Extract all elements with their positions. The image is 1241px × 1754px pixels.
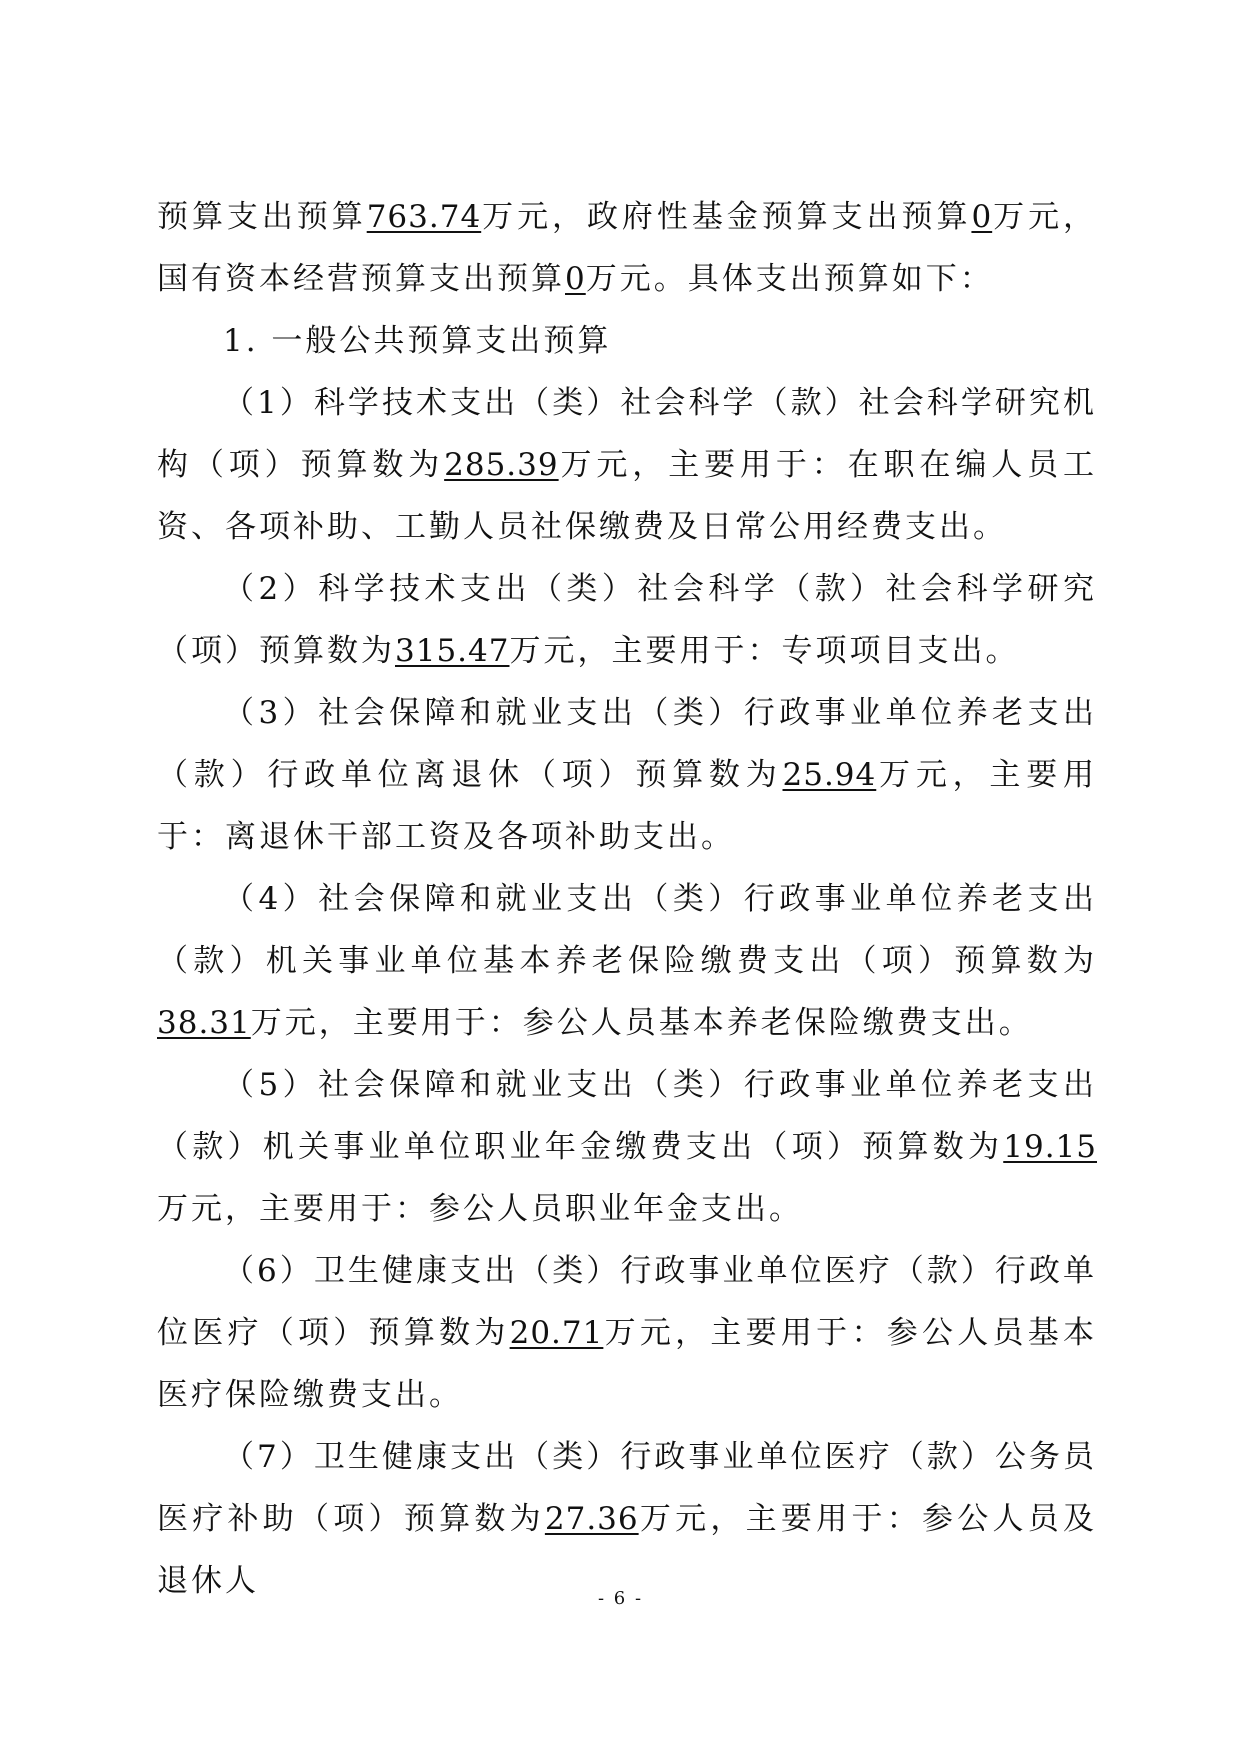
- item-usage: 万元，主要用于：参公人员职业年金支出。: [157, 1191, 803, 1227]
- amount-fund-budget: 0: [971, 199, 993, 235]
- budget-item-1: [157, 372, 1097, 558]
- page-number: - 6 -: [597, 1588, 644, 1609]
- item-usage: 万元，主要用于：离退休干部工资及各项补助支出。: [157, 757, 1098, 855]
- item-usage: 万元，主要用于：参公人员基本医疗保险缴费支出。: [157, 1315, 1098, 1413]
- intro-text-4: 万元。具体支出预算如下：: [585, 261, 994, 297]
- intro-text-1: 预算支出预算: [157, 199, 367, 235]
- item-amount: 285.39: [444, 447, 559, 483]
- intro-text-2: 万元，政府性基金预算支出预算: [481, 199, 972, 235]
- budget-item-6: [157, 1240, 1097, 1426]
- item-usage: 万元，主要用于：参公人员基本养老保险缴费支出。: [250, 1005, 1033, 1041]
- item-description: （6）卫生健康支出（类）行政事业单位医疗（款）行政单位医疗（项）预算数为: [157, 1253, 1097, 1351]
- item-description: （1）科学技术支出（类）社会科学（款）社会科学研究机构（项）预算数为: [157, 385, 1097, 483]
- budget-item-7: [157, 1426, 1097, 1612]
- item-usage: 万元，主要用于：在职在编人员工资、各项补助、工勤人员社保缴费及日常公用经费支出。: [157, 447, 1098, 545]
- item-amount: 38.31: [157, 1005, 251, 1041]
- item-usage: 万元，主要用于：参公人员及退休人: [157, 1501, 1098, 1599]
- item-description: （4）社会保障和就业支出（类）行政事业单位养老支出（款）机关事业单位基本养老保险缴费支出（项）预算数为: [157, 881, 1097, 979]
- budget-item-5: [157, 1054, 1097, 1240]
- item-description: （7）卫生健康支出（类）行政事业单位医疗（款）公务员医疗补助（项）预算数为: [157, 1439, 1097, 1537]
- item-usage: 万元，主要用于：专项项目支出。: [509, 633, 1020, 669]
- amount-capital-budget: 0: [565, 261, 586, 297]
- budget-item-2: [157, 558, 1097, 682]
- intro-text-3: 万元，国有资本经营预算支出预算: [157, 199, 1098, 297]
- document-body: [157, 186, 1097, 1612]
- item-amount: 20.71: [509, 1315, 604, 1351]
- intro-paragraph: [157, 186, 1097, 310]
- budget-item-3: [157, 682, 1097, 868]
- budget-item-4: [157, 868, 1097, 1054]
- item-amount: 315.47: [395, 633, 510, 669]
- item-amount: 25.94: [782, 757, 877, 793]
- item-amount: 27.36: [544, 1501, 639, 1537]
- item-description: （2）科学技术支出（类）社会科学（款）社会科学研究（项）预算数为: [157, 571, 1097, 669]
- item-amount: 19.15: [1003, 1129, 1097, 1165]
- section-title: 1. 一般公共预算支出预算: [223, 323, 612, 359]
- item-description: （3）社会保障和就业支出（类）行政事业单位养老支出（款）行政单位离退休（项）预算数为: [157, 695, 1097, 793]
- amount-general-budget: 763.74: [366, 199, 482, 235]
- item-description: （5）社会保障和就业支出（类）行政事业单位养老支出（款）机关事业单位职业年金缴费支出（项）预算数为: [157, 1067, 1097, 1165]
